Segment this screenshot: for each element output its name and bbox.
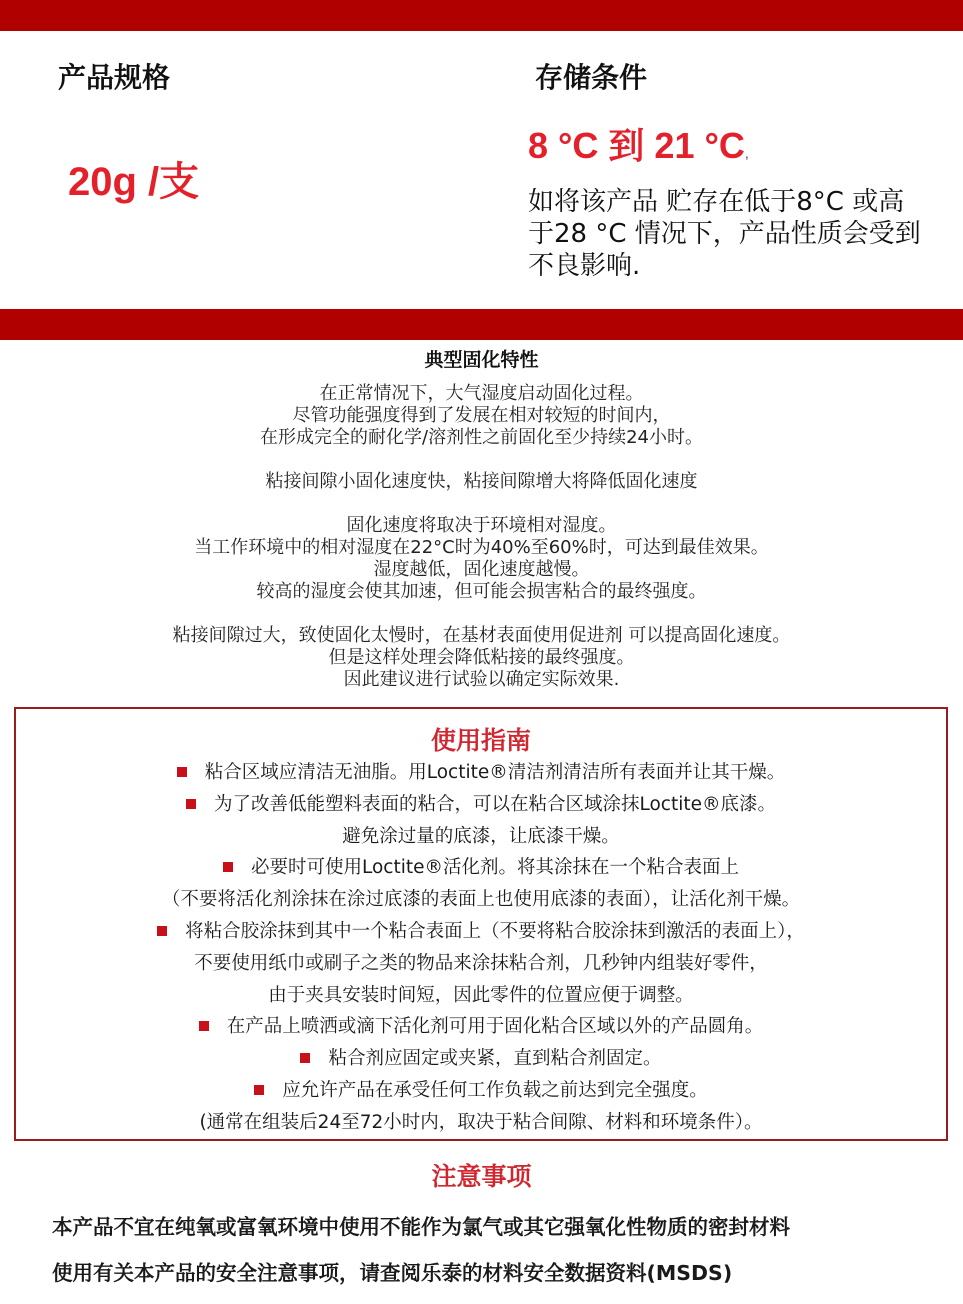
storage-note: 如将该产品 贮存在低于8°C 或高于28 °C 情况下，产品性质会受到不良影响. [528,187,921,281]
cure-line: 湿度越低，固化速度越慢。 [373,559,590,580]
notice-line-oxygen: 本产品不宜在纯氧或富氧环境中使用不能作为氯气或其它强氧化性物质的密封材料 [52,1215,790,1239]
cure-line: 在形成完全的耐化学/溶剂性之前固化至少持续24小时。 [260,427,703,448]
usage-guide-line [16,789,946,821]
storage-temperature [528,118,749,169]
usage-guide-line [16,1075,946,1107]
usage-guide-line-text: 为了改善低能塑料表面的粘合，可以在粘合区域涂抹Loctite®底漆。 [213,793,776,815]
usage-guide-line [16,1011,946,1043]
cure-section-title: 典型固化特性 [424,349,539,371]
top-red-band [0,0,963,31]
square-bullet-icon [186,799,196,809]
cure-paragraph [0,625,963,691]
cure-line: 当工作环境中的相对湿度在22°C时为40%至60%时，可达到最佳效果。 [194,537,769,558]
usage-guide-line [16,884,946,916]
square-bullet-icon [223,862,233,872]
usage-guide-line-text: （不要将活化剂涂抹在涂过底漆的表面上也使用底漆的表面），让活化剂干燥。 [161,889,801,911]
usage-guide-line [16,852,946,884]
usage-guide-title: 使用指南 [430,726,531,755]
usage-guide-line [16,980,946,1012]
usage-guide-line [16,916,946,948]
usage-guide-line [16,757,946,789]
usage-guide-line-text: 避免涂过量的底漆，让底漆干燥。 [342,825,620,847]
cure-line: 粘接间隙小固化速度快，粘接间隙增大将降低固化速度 [265,471,698,492]
usage-guide-lines [16,757,946,1139]
square-bullet-icon [157,926,167,936]
square-bullet-icon [177,767,187,777]
usage-guide-line-text: 由于夹具安装时间短，因此零件的位置应便于调整。 [268,984,694,1006]
usage-guide-line-text: 粘合区域应清洁无油脂。用Loctite®清洁剂清洁所有表面并让其干燥。 [204,762,786,783]
usage-guide-line-text: 不要使用纸巾或刷子之类的物品来涂抹粘合剂，几秒钟内组装好零件， [194,952,768,974]
cure-line: 尽管功能强度得到了发展在相对较短的时间内， [292,405,671,426]
cure-paragraph [0,515,963,603]
square-bullet-icon [199,1021,209,1031]
usage-guide-line-text: 必要时可使用Loctite®活化剂。将其涂抹在一个粘合表面上 [250,857,739,879]
cure-line: 在正常情况下，大气湿度启动固化过程。 [319,383,644,404]
cure-section-body [0,383,963,713]
usage-guide-line [16,1107,946,1139]
spec-value: 20g /支 [68,160,200,204]
cure-line: 固化速度将取决于环境相对湿度。 [346,515,617,536]
cure-paragraph [0,471,963,493]
storage-temperature-comma: , [744,145,749,161]
spec-title: 产品规格 [58,61,171,94]
usage-guide-line-text: 在产品上喷洒或滴下活化剂可用于固化粘合区域以外的产品圆角。 [226,1016,764,1038]
storage-title: 存储条件 [535,61,648,94]
usage-guide-line [16,821,946,853]
usage-guide-box [14,707,948,1141]
square-bullet-icon [300,1053,310,1063]
usage-guide-line [16,948,946,980]
middle-red-band [0,309,963,340]
usage-guide-line-text: (通常在组装后24至72小时内，取决于粘合间隙、材料和环境条件）。 [199,1111,763,1133]
cure-line: 粘接间隙过大，致使固化太慢时，在基材表面使用促进剂 可以提高固化速度。 [172,625,791,646]
cure-line: 因此建议进行试验以确定实际效果. [343,669,620,690]
usage-guide-line [16,1043,946,1075]
notice-title: 注意事项 [431,1162,532,1191]
usage-guide-line-text: 粘合剂应固定或夹紧，直到粘合剂固定。 [328,1048,662,1070]
usage-guide-line-text: 将粘合胶涂抹到其中一个粘合表面上（不要将粘合胶涂抹到激活的表面上）， [185,920,805,942]
cure-line: 但是这样处理会降低粘接的最终强度。 [328,647,635,668]
notice-line-msds: 使用有关本产品的安全注意事项，请查阅乐泰的材料安全数据资料(MSDS) [52,1261,733,1285]
usage-guide-line-text: 应允许产品在承受任何工作负载之前达到完全强度。 [282,1079,708,1101]
storage-temperature-value: 8 °C 到 21 °C [528,125,745,166]
square-bullet-icon [254,1085,264,1095]
cure-line: 较高的湿度会使其加速，但可能会损害粘合的最终强度。 [256,581,707,602]
cure-paragraph [0,383,963,449]
